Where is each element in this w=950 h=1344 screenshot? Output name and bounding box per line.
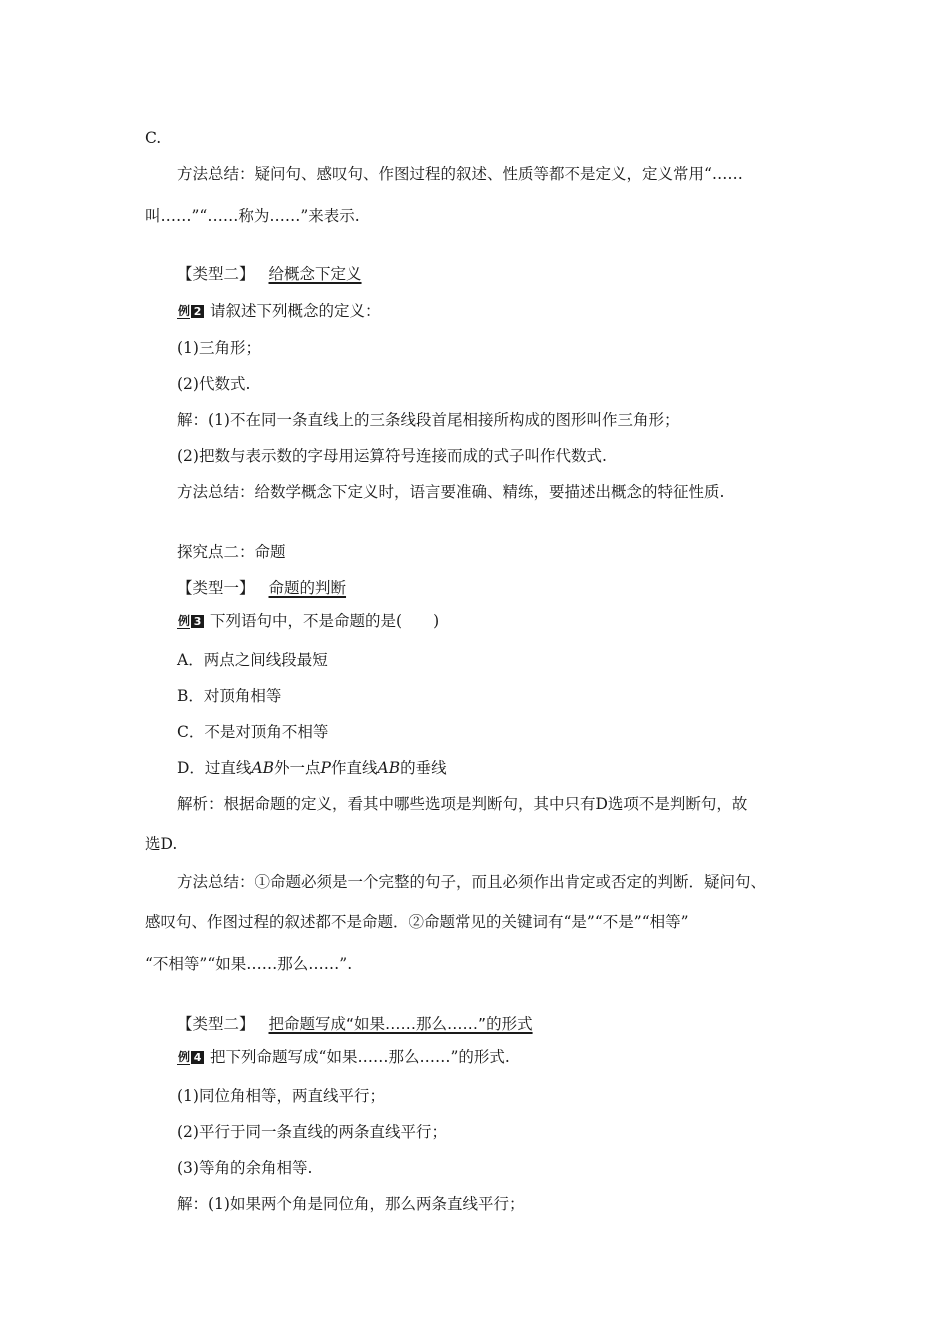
type-title: 命题的判断 — [268, 579, 347, 597]
solution-2: (2)把数与表示数的字母用运算符号连接而成的式子叫作代数式. — [177, 447, 607, 465]
example-4-text: 把下列命题写成“如果……那么……”的形式. — [210, 1048, 510, 1066]
type-bracket-label: 【类型二】 — [177, 1015, 255, 1033]
example-badge-icon: 例 4 — [177, 1046, 204, 1066]
method-summary-3-cont-1: 感叹句、作图过程的叙述都不是命题．②命题常见的关键词有“是”“不是”“相等” — [145, 913, 689, 931]
type-bracket-label: 【类型二】 — [177, 265, 255, 283]
type-title: 给概念下定义 — [268, 265, 362, 283]
solution-1: 解：(1)不在同一条直线上的三条线段首尾相接所构成的图形叫作三角形； — [177, 411, 680, 429]
section-heading-type2-definition — [177, 264, 362, 284]
prop-3: (3)等角的余角相等. — [177, 1159, 313, 1177]
type-title: 把命题写成“如果……那么……”的形式 — [268, 1015, 533, 1033]
example-2-line — [177, 300, 381, 321]
analysis-cont: 选D. — [145, 835, 178, 853]
prop-2: (2)平行于同一条直线的两条直线平行； — [177, 1123, 447, 1141]
section-heading-type2-if-then — [177, 1014, 533, 1034]
explore-point-2: 探究点二：命题 — [177, 543, 286, 561]
answer-c: C. — [145, 129, 162, 147]
method-summary-1: 方法总结：疑问句、感叹句、作图过程的叙述、性质等都不是定义，定义常用“…… — [177, 165, 743, 183]
method-summary-1-cont: 叫……”“……称为……”来表示. — [145, 207, 360, 225]
method-summary-3-cont-2: “不相等”“如果……那么……”. — [145, 955, 353, 973]
analysis: 解析：根据命题的定义，看其中哪些选项是判断句，其中只有D选项不是判断句，故 — [177, 795, 748, 813]
prop-1: (1)同位角相等，两直线平行； — [177, 1087, 385, 1105]
option-d: D．过直线AB外一点P作直线AB的垂线 — [177, 759, 447, 777]
option-a: A．两点之间线段最短 — [177, 651, 328, 669]
example-badge-icon: 例 3 — [177, 610, 204, 630]
method-summary-2: 方法总结：给数学概念下定义时，语言要准确、精练，要描述出概念的特征性质. — [177, 483, 725, 501]
example-2-text: 请叙述下列概念的定义： — [210, 302, 381, 320]
example-badge-icon: 例 2 — [177, 300, 204, 320]
type-bracket-label: 【类型一】 — [177, 579, 255, 597]
item-2: (2)代数式. — [177, 375, 251, 393]
section-heading-type1-judgement — [177, 578, 346, 598]
solution-prop-1: 解：(1)如果两个角是同位角，那么两条直线平行； — [177, 1195, 525, 1213]
option-b: B．对顶角相等 — [177, 687, 282, 705]
example-3-line — [177, 610, 439, 631]
item-1: (1)三角形； — [177, 339, 261, 357]
option-c: C．不是对顶角不相等 — [177, 723, 329, 741]
example-3-text: 下列语句中，不是命题的是( ) — [210, 612, 440, 630]
example-4-line — [177, 1046, 510, 1067]
method-summary-3: 方法总结：①命题必须是一个完整的句子，而且必须作出肯定或否定的判断．疑问句、 — [177, 873, 767, 891]
